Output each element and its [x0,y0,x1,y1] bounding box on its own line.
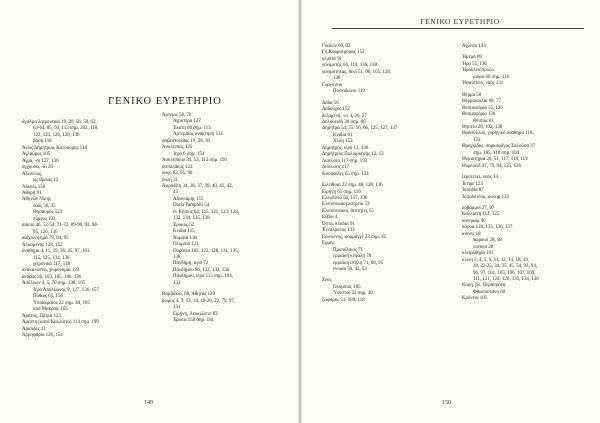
index-column-2 [162,113,239,325]
index-entry: Γοργόνειο [322,82,343,88]
index-subentry: 133 [473,137,481,143]
index-subentry: έν Κήποις 64, 115, 121, 123, 128, [173,209,240,215]
index-subentry: Άδωνιάρης 115 [173,196,204,202]
index-entry: Όστα, κλαδιά 91 [322,221,355,227]
index-entry: Θρασύλλου, χορηγικό ανάθημα 118, [462,131,534,137]
index-subentry: Ύποακραίος 22 σημ. 40, 105 [33,300,90,306]
index-entry: Ειλείθυια 22 σημ. 40, 128, 136 [322,183,383,189]
index-entry: Διονύσιο 117 σημ. 193 [322,158,368,164]
index-entry: κάρυα 128, 135, 136, 137 [462,225,513,231]
index-entry: Καλλίστη 114, 125 [462,212,500,218]
index-entry: Ένταλματος 133 [322,228,355,234]
index-entry: Βαμβάκιο, 68, Άθηνάς 120 [162,292,215,298]
index-entry: Άλκαμένης 128, 152 [22,242,63,248]
index-subentry: Όλυμπία 121 [173,242,199,248]
index-subentry: 43 [173,190,178,196]
index-subentry: 138 [173,254,181,260]
index-entry: γονιμότης 64, 114, 136, 138 [322,63,377,69]
index-entry: Ίκτιρε 123 [462,181,483,187]
index-entry: δεξαμενή, -ες 4, 26, 27 [322,113,367,119]
index-entry: Άρέστη (κατά Καλλίστα) 114 σημ. 199 [22,320,99,326]
index-entry: Δαδούχος 152 [322,107,350,113]
index-subentry: από Μακραίς 105 [33,307,68,313]
index-subentry: Έρωτα 158 σημ. 181 [173,318,214,324]
index-subentry: Κνιδία 61 [333,132,353,138]
index-entry: Εύβοι 4 [322,215,338,221]
index-entry: κλίνη 3, 4, 5, 9, 11, 12, 14, 18, 19, [462,257,529,263]
index-entry: Άγρα, -αι 127, 136 [22,158,59,164]
index-subentry: 133 [173,280,181,286]
index-entry: Ειρήνη 61 σημ. 116 [322,189,361,195]
index-entry: Θυμιατήρια 20, 51, 117, 118, 119 [462,157,528,163]
index-entry: καθαρμοί 27, 97 [462,205,495,211]
index-subentry: Άγροτέρα 127 [173,119,201,125]
index-entry: Άφροδίτη 34, 36, 37, 39, 40, 41, 42, [162,183,233,189]
index-subentry: 122, 123, 126, 128, 136 [33,132,80,138]
index-subentry: ως θρείας 12 [33,178,59,184]
index-entry: Άδωνις 136 [22,184,46,190]
index-subentry: 111, 121, 124, 126, 135, 134, 138 [473,276,539,282]
index-entry: Ήρα 55, 136 [462,61,487,67]
index-subentry: Πανδήμου, ιερό 113 σημ. 193, [173,274,233,280]
index-entry: Θυρεοειδ 47, 79, 94, 125, 126 [462,163,521,169]
index-entry: Διόνυσος 117 [322,165,349,171]
index-column-4 [462,44,539,303]
index-entry: Θησείο 28, 102, 138 [462,124,503,130]
index-subentry: Έκάτη 60 σημ. 113 [173,125,211,131]
index-subentry: χειρονικά 117, 118 [33,261,70,267]
index-entry: άνδρας 26, 103, 105, 106, 136 [22,274,82,280]
index-entry: κανηφόρ 90 [462,218,486,224]
index-entry: γονιμότητας, θεοί 51, 96, 105, 128, [322,69,392,75]
index-entry: Άγλαυρος 105 [22,152,51,158]
index-entry: Δήμητρος, ιερό 13, 136 [322,145,369,151]
index-entry: άγχουσα, -αι 20 [22,165,53,171]
index-subentry: 63-64, 85, 93, 113 σημ. 202, 118, [33,126,99,132]
index-entry: Ζεύς [322,278,332,284]
index-subentry: Θησαυρός 123 [33,210,63,216]
index-entry: Άγιος Δημήτριος Κατσούρης 118 [22,145,87,151]
index-entry: Ιεροτελεί, ναός 13 [462,175,499,181]
index-entry: ζώφορος 51, 109, 118 [322,297,365,303]
index-subentry: 95, 126, 136 [33,229,58,235]
index-entry: Άγρίνιο 133 [462,44,486,49]
index-subentry: Χλόη 153 [333,139,353,145]
index-entry: Θεσμοφόρια 55, 126 [462,105,503,111]
index-entry: Ελευσίνια 56, 117, 136 [322,195,368,201]
index-subentry: μικρό 60 σημ. 116 [473,74,510,80]
index-entry: Θεσμοφόριο 136 [462,112,496,118]
index-entry: κλειροθήρα 101 [462,251,494,257]
index-subentry: 131 [173,305,181,311]
index-entry: Δημήτριος Πολιορκητής 12, 13 [322,152,384,158]
index-entry: αισχολόγημα 79, 84, 95 [22,236,69,242]
index-entry: Θέρμα 58 [462,92,482,98]
index-entry: αιδοίο 46, 52-54, 71-72, 89-90, 92, 94- [22,223,99,229]
index-entry: Θερμοκοιλία 68, 77 [462,99,501,105]
index-entry: Κρόνεια 105 [462,296,488,302]
index-entry: Άρτεμις 58, 70 [162,113,192,118]
index-subentry: πύργος 133 [33,216,56,222]
index-subentry: Άρτέμιδος ανάκτηση 114 [173,132,223,138]
index-entry: βωμός 4, 9, 13, 14, 19-20, 22, 79, 97, [162,298,236,304]
index-entry: άνακαλύπτω, χειρονομία 123 [22,268,80,274]
index-subentry: βάση 118 [33,139,52,145]
index-subentry: Έρυκος 52 [173,222,195,228]
index-entry: διοσφαϊδες 65 σημ. 124 [322,171,369,177]
index-entry: Άρισιδες 11 [22,326,46,332]
index-subentry: Φθωαποτάνη 60 [473,289,506,295]
index-entry: Γή Κουροτρόφος 152 [322,50,365,56]
index-subentry: ενεφαι 58, 43, 53 [333,266,367,272]
index-subentry: Πανδήμου 96, 132, 133, 138 [173,267,230,273]
index-subentry: Όλύμπιος 105 [333,284,361,290]
index-entry: άσπαλάκος 123 [162,164,193,170]
index-subentry: Ποσειδώνιο 119 [333,89,365,95]
index-subentry: Ύψιστος 22 σημ. 40 [333,291,373,297]
index-entry: Ελευσινιακοί, θεότητες 55 [322,208,374,214]
index-subentry: σημ. 105, 118 σημ. 104 [473,150,520,156]
index-entry: άνάθημα 4, 11, 19, 36, 45, 97, 101, [22,249,91,255]
index-entry: άσβεστολίθος 19, 28, 30 [162,138,210,144]
index-subentry: ερμαϊκή στήλη 71, 88, 95 [333,260,384,266]
index-entry: Άθηνών Νίκης [22,197,52,203]
index-subentry: Ειρήνη, Λευκώλενε 82 [173,311,218,317]
index-entry: Ήρακλειόπουλο [462,68,494,74]
index-subentry: 132, 134, 135, 138 [173,216,210,222]
index-entry: Θραγκιδος, σαρκοφάγος Σαλούσα 37 [462,144,536,150]
index-subentry: δωρικοί 28, 98 [473,238,502,244]
index-subentry: Κνιδία 115 [173,229,195,235]
index-subentry: Πανδήμη, ιερό 72 [173,261,209,267]
index-subentry: ναός 56, 35 [33,203,56,209]
header-rule [332,28,584,29]
index-entry: Άρατος, Πάτρα 123 [22,313,61,319]
page-number-right: 150 [442,400,451,406]
index-entry: Άσκληπιείο 34, 53, 113 σημ. 193 [162,158,227,164]
index-entry: Ήφαίστειο, ναός 131 [462,81,504,87]
index-entry: Ελευσινιακή λατρεία 53 [322,202,370,208]
index-subentry: 96, 97, 101, 105, 106, 107, 109, [473,270,536,276]
index-entry: άγαλμα λατρευτικό 19, 20, 56, 58, 62, [22,120,97,125]
index-entry: Αδώνειος, [22,171,43,177]
index-subentry: Ίερό Άπόλλωνος 9, 127, 136, 157 [33,287,99,293]
index-entry: Γύαλον 60, 83 [322,44,351,49]
index-entry: κίονες 18 [462,231,481,237]
page-number-left: 149 [144,400,153,406]
index-entry: Κόρη, βλ. Περσεφόνη [462,283,506,289]
index-entry: Δήμητρα 54, 55, 56, 66, 125, 127, 137 [322,126,398,132]
running-head: ΓΕΝΙΚΟ ΕΥΡΕΤΗΡΙΟ [420,17,500,26]
index-entry: Ερινύενος, φορμάγγε 23 σημ. 45 [322,234,387,240]
index-entry: γλυπτά 91 [322,56,342,62]
index-subentry: 115, 125, 134, 136 [33,255,70,261]
index-subentry: Νυμφία 138 [173,235,197,241]
index-entry: Ίσσεδία 87 [462,188,484,194]
index-subentry: Doria Pamphili 54 [173,203,210,209]
index-entry: Ίσποδοτέου, φυλημ 132 [462,194,509,200]
index-entry: Δάδα 56 [322,100,339,106]
index-entry: αυγό 82, 95, 96 [162,171,193,177]
index-entry: αυλή 31 [162,177,178,183]
index-entry: Ερμής [322,241,335,247]
index-subentry: 138 [333,76,341,82]
index-entry: Ήμερά 69 [462,55,482,61]
index-subentry: ερμαϊκή κεφαλή 70 [333,254,372,260]
index-subentry: Πύθιος 65, 156 [33,294,63,300]
index-entry: Άρρηφόροι 126, 154 [22,332,63,338]
index-entry: Δελφοειδή 30 σημ. 80 [322,119,366,125]
book-gutter [298,0,302,423]
index-subentry: Ίερό 6 σημ. 154 [173,151,205,157]
index-entry: Άπόλλων 4, 5, 70 σημ. 138, 105 [22,281,86,287]
index-subentry: Ούρανία 102, 122, 128, 131, 135, [173,248,239,254]
index-subentry: ιωνικοί 28 [473,244,494,250]
index-entry: Άθηρή 91 [22,190,42,196]
index-subentry: Θέσπια 61 [473,118,494,124]
index-column-1 [22,120,99,339]
page-title: ΓΕΝΙΚΟ ΕΥΡΕΤΗΡΙΟ [108,96,222,107]
index-column-3 [322,44,397,304]
index-subentry: 20, 22-25, 34, 35, 45, 54, 93, 94, [473,264,537,270]
index-subentry: Προπύλαιος 71 [333,247,364,253]
index-entry: Άσκληπιός 125 [162,145,193,151]
